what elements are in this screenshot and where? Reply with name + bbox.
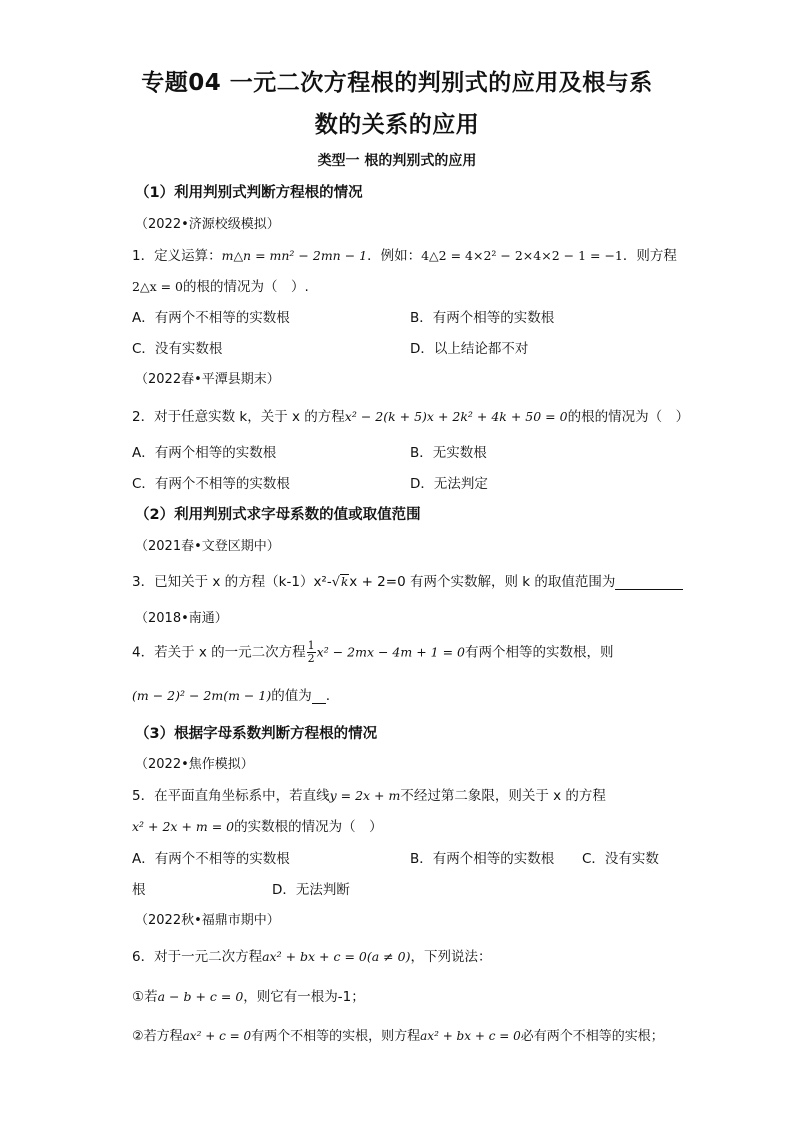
q2-math-a: x² − 2(k + 5)x + 2k² + 4k + 50 = 0	[344, 409, 568, 424]
q6-text-a: 6．对于一元二次方程	[132, 949, 263, 965]
q6-item2-b: 有两个不相等的实根，则方程	[251, 1029, 421, 1044]
q1-source: （2022•济源校级模拟）	[135, 217, 280, 232]
q1-option-b: B．有两个相等的实数根	[410, 310, 555, 326]
q5-text-b: 不经过第二象限，则关于 x 的方程	[400, 788, 606, 804]
q1-option-a: A．有两个不相等的实数根	[132, 310, 290, 326]
q1-stem-line1	[132, 244, 677, 264]
q6-text-b: ，下列说法：	[410, 949, 492, 965]
q5-math-b: x² + 2x + m = 0	[132, 819, 235, 834]
q1-math-a: m△n = mn² − 2mn − 1	[221, 248, 368, 263]
q4-frac-num: 1	[307, 639, 315, 652]
q4-text-d: .	[325, 688, 330, 704]
q3-answer-blank[interactable]	[615, 575, 683, 590]
q6-item2-math1: ax² + c = 0	[182, 1029, 252, 1043]
section-heading-1: （1）利用判别式判断方程根的情况	[135, 185, 363, 201]
q4-text-a: 4．若关于 x 的一元二次方程	[132, 644, 306, 661]
q5-stem-line2	[132, 815, 383, 835]
q6-item2-c: 必有两个不相等的实根；	[520, 1029, 664, 1044]
page-title-line1: 专题04 一元二次方程根的判别式的应用及根与系	[141, 70, 653, 96]
q5-stem-line1	[132, 784, 606, 804]
q2-text-b: 的根的情况为（ ）	[567, 409, 690, 425]
q3-text-b: x + 2=0 有两个实数解，则 k 的取值范围为	[349, 574, 616, 590]
q1-text-b: ．例如：	[367, 248, 422, 264]
q5-source: （2022•焦作模拟）	[135, 757, 254, 772]
q1-math-b: 4△2 = 4×2² − 2×4×2 − 1 = −1	[421, 248, 623, 263]
q2-option-b: B．无实数根	[410, 445, 487, 461]
q6-math-a: ax² + bx + c = 0(a ≠ 0)	[262, 949, 411, 964]
q1-text-c: ．则方程	[622, 248, 677, 264]
q2-stem	[132, 405, 689, 425]
q6-stem	[132, 945, 491, 965]
q4-answer-blank[interactable]	[312, 689, 326, 704]
q5-option-a: A．有两个不相等的实数根	[132, 851, 290, 867]
section-heading-2: （2）利用判别式求字母系数的值或取值范围	[135, 507, 421, 523]
q2-source: （2022春•平潭县期末）	[135, 372, 280, 387]
q6-item1-a: ①若	[132, 989, 158, 1005]
q3-sqrt-k: k	[341, 575, 349, 589]
q4-text-c: 的值为	[271, 688, 312, 704]
q5-option-b: B．有两个相等的实数根	[410, 851, 555, 867]
q1-option-d: D．以上结论都不对	[410, 341, 529, 357]
section-heading-3: （3）根据字母系数判断方程根的情况	[135, 726, 378, 742]
q6-item1-math: a − b + c = 0	[157, 989, 244, 1004]
q5-math-a: y = 2x + m	[329, 788, 401, 803]
q1-option-c: C．没有实数根	[132, 341, 223, 357]
q2-text-a: 2．对于任意实数 k，关于 x 的方程	[132, 409, 345, 425]
q2-option-a: A．有两个相等的实数根	[132, 445, 277, 461]
q5-option-c-cont: 根	[132, 882, 146, 898]
q4-text-b: 有两个相等的实数根，则	[464, 644, 614, 661]
q6-item2-a: ②若方程	[132, 1029, 183, 1044]
q6-item1-b: ，则它有一根为-1；	[243, 989, 365, 1005]
q3-sqrt: √k	[331, 575, 349, 590]
q1-stem-line2	[132, 275, 309, 295]
q1-text-a: 1．定义运算：	[132, 248, 222, 264]
q5-option-c: C．没有实数	[582, 851, 659, 867]
q1-math-c: 2△x = 0	[132, 279, 183, 294]
q3-stem	[132, 570, 683, 590]
q4-stem-line2	[132, 684, 330, 704]
q6-item-1	[132, 985, 365, 1005]
q4-source: （2018•南通）	[135, 611, 228, 626]
q4-math-a: x² − 2mx − 4m + 1 = 0	[316, 644, 465, 660]
q4-fraction	[307, 640, 316, 665]
q5-text-a: 5．在平面直角坐标系中，若直线	[132, 788, 330, 804]
q3-text-a: 3．已知关于 x 的方程（k-1）x²-	[132, 574, 332, 590]
q4-stem-line1	[132, 640, 613, 665]
q6-item2-math2: ax² + bx + c = 0	[420, 1029, 521, 1043]
q2-option-c: C．有两个不相等的实数根	[132, 476, 290, 492]
q1-text-d: 的根的情况为（ ）.	[183, 279, 309, 295]
q2-option-d: D．无法判定	[410, 476, 488, 492]
q5-text-c: 的实数根的情况为（ ）	[234, 819, 383, 835]
q5-option-d: D．无法判断	[272, 882, 350, 898]
q4-frac-den: 2	[307, 652, 315, 665]
q4-math-b: (m − 2)² − 2m(m − 1)	[132, 688, 272, 703]
page-title-line2: 数的关系的应用	[314, 112, 480, 138]
q6-item-2	[132, 1025, 664, 1044]
q6-source: （2022秋•福鼎市期中）	[135, 913, 280, 928]
q3-source: （2021春•文登区期中）	[135, 539, 280, 554]
section-type-heading: 类型一 根的判别式的应用	[317, 153, 477, 169]
